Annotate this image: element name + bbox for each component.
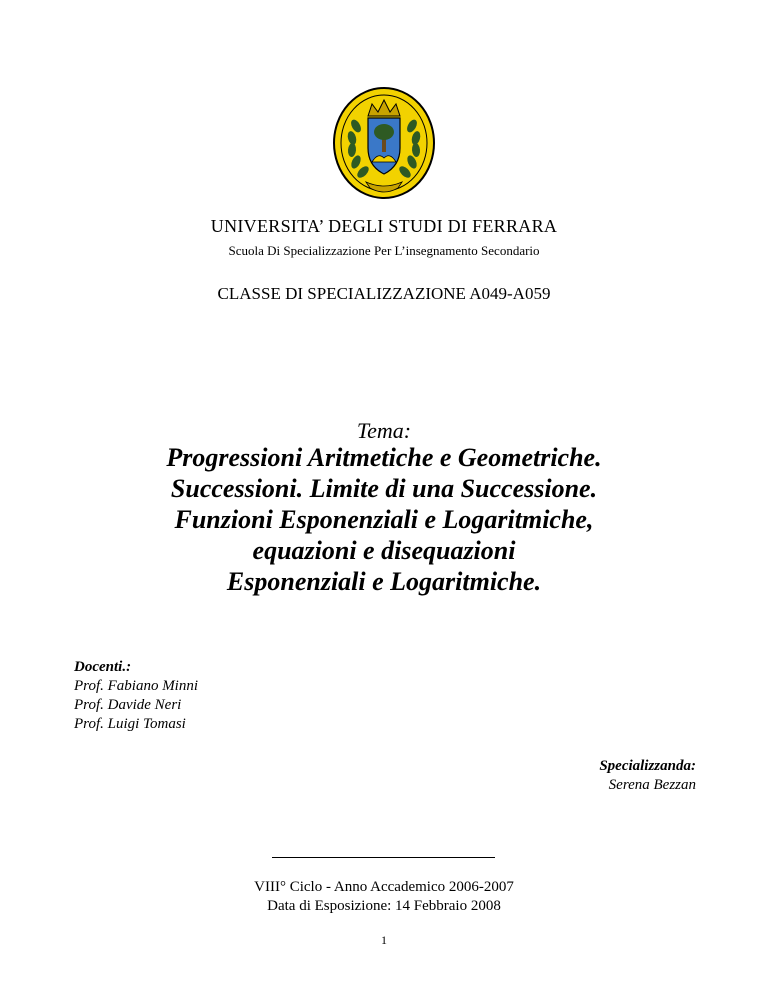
title-line: equazioni e disequazioni bbox=[252, 536, 516, 565]
school-name: Scuola Di Specializzazione Per L’insegnamento Secondario bbox=[228, 243, 540, 258]
docente-name: Prof. Fabiano Minni bbox=[74, 678, 199, 694]
title-line: Esponenziali e Logaritmiche. bbox=[226, 567, 542, 596]
docenti-heading: Docenti.: bbox=[74, 659, 132, 675]
document-title bbox=[0, 442, 768, 597]
title-line: Progressioni Aritmetiche e Geometriche. bbox=[166, 443, 602, 472]
specializzanda-name: Serena Bezzan bbox=[608, 777, 696, 793]
specializzanda-heading: Specializzanda: bbox=[599, 758, 696, 774]
ciclo-text: VIII° Ciclo - Anno Accademico 2006-2007 bbox=[254, 879, 514, 895]
title-line: Successioni. Limite di una Successione. bbox=[170, 474, 598, 503]
classe-text: CLASSE DI SPECIALIZZAZIONE A049-A059 bbox=[217, 284, 551, 303]
specializzanda-block bbox=[599, 757, 696, 795]
docente-name: Prof. Luigi Tomasi bbox=[74, 716, 186, 732]
university-coat-of-arms-icon bbox=[332, 86, 436, 200]
docenti-block bbox=[74, 658, 198, 734]
footer-info bbox=[0, 878, 768, 916]
docente-name: Prof. Davide Neri bbox=[74, 697, 182, 713]
classe-label bbox=[0, 284, 768, 304]
page-number: 1 bbox=[381, 933, 387, 947]
title-line: Funzioni Esponenziali e Logaritmiche, bbox=[174, 505, 594, 534]
footer-divider bbox=[272, 857, 495, 858]
university-name: UNIVERSITA’ DEGLI STUDI DI FERRARA bbox=[210, 216, 558, 236]
exposition-date: Data di Esposizione: 14 Febbraio 2008 bbox=[267, 898, 501, 914]
topic-label: Tema: bbox=[356, 418, 412, 443]
